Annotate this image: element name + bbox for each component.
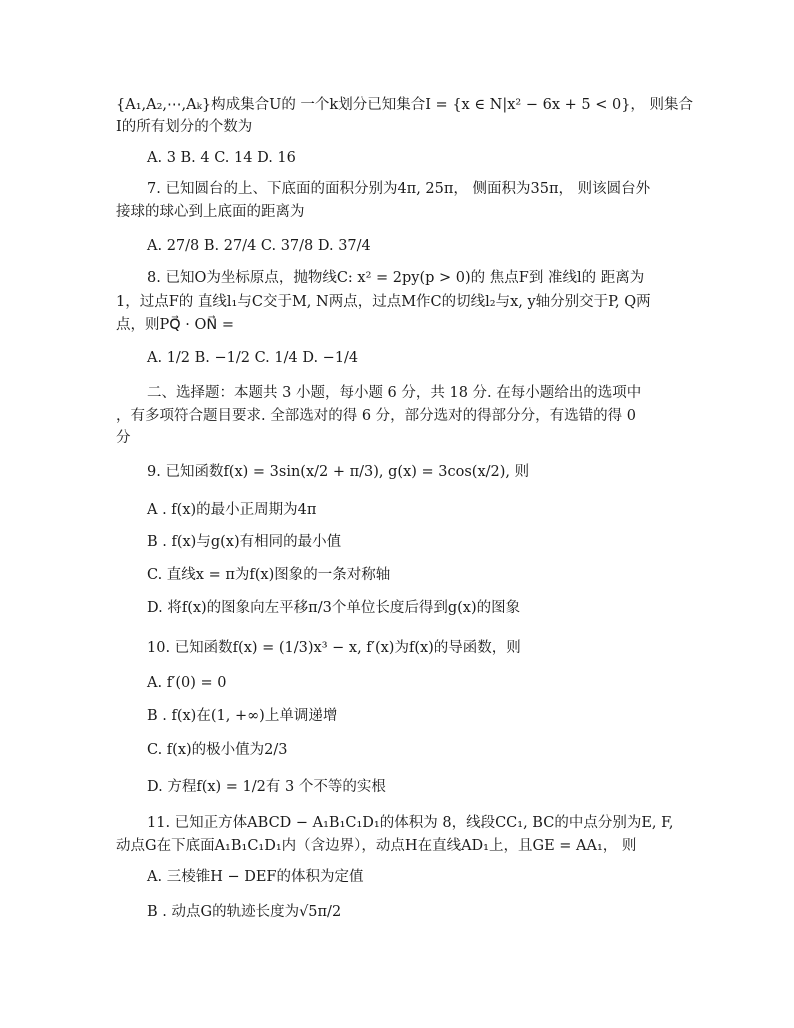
q8-options: A. 1/2 B. −1/2 C. 1/4 D. −1/4 xyxy=(147,350,359,366)
q10-option-c: C. f(x)的极小值为2/3 xyxy=(147,742,288,758)
q7-text-line-2: 接球的球心到上底面的距离为 xyxy=(116,204,305,220)
q6-options: A. 3 B. 4 C. 14 D. 16 xyxy=(147,150,296,166)
q8-text-line-2: 1，过点F的 直线l₁与C交于M, N两点，过点M作C的切线l₂与x, y轴分别交于P, Q两 xyxy=(116,294,651,310)
q10-stem: 10. 已知函数f(x) = (1/3)x³ − x, f′(x)为f(x)的导函数，则 xyxy=(147,640,521,656)
q6-text-line-1: {A₁,A₂,⋯,Aₖ}构成集合U的 一个k划分已知集合I = {x ∈ N|x² − 6x + 5 < 0}， 则集合 xyxy=(116,97,694,113)
q9-option-d: D. 将f(x)的图象向左平移π/3个单位长度后得到g(x)的图象 xyxy=(147,600,521,616)
q11-option-b: B . 动点G的轨迹长度为√5π/2 xyxy=(147,904,342,920)
section-2-heading-line-1: 二、选择题：本题共 3 小题，每小题 6 分，共 18 分. 在每小题给出的选项中 xyxy=(147,385,642,401)
section-2-heading-line-2: ，有多项符合题目要求. 全部选对的得 6 分，部分选对的得部分分，有选错的得 0 xyxy=(116,408,636,424)
q10-option-d: D. 方程f(x) = 1/2有 3 个不等的实根 xyxy=(147,779,386,795)
q11-text-line-2: 动点G在下底面A₁B₁C₁D₁内（含边界），动点H在直线AD₁上，且GE = AA₁， 则 xyxy=(116,838,637,854)
q7-options: A. 27/8 B. 27/4 C. 37/8 D. 37/4 xyxy=(147,238,371,254)
q6-text-line-2: I的所有划分的个数为 xyxy=(116,119,253,135)
section-2-heading-line-3: 分 xyxy=(116,430,131,446)
q8-text-line-3: 点，则PQ⃗ · ON⃗ = xyxy=(116,317,234,333)
q9-option-a: A . f(x)的最小正周期为4π xyxy=(147,502,317,518)
q9-option-c: C. 直线x = π为f(x)图象的一条对称轴 xyxy=(147,567,391,583)
q7-text-line-1: 7. 已知圆台的上、下底面的面积分别为4π, 25π， 侧面积为35π， 则该圆台外 xyxy=(147,181,651,197)
q9-option-b: B . f(x)与g(x)有相同的最小值 xyxy=(147,534,342,550)
q10-option-b: B . f(x)在(1, +∞)上单调递增 xyxy=(147,708,338,724)
q11-option-a: A. 三棱锥H − DEF的体积为定值 xyxy=(147,869,364,885)
q8-text-line-1: 8. 已知O为坐标原点，抛物线C: x² = 2py(p > 0)的 焦点F到 准线l的 距离为 xyxy=(147,270,645,286)
q9-stem: 9. 已知函数f(x) = 3sin(x/2 + π/3), g(x) = 3cos(x/2), 则 xyxy=(147,464,530,480)
q11-text-line-1: 11. 已知正方体ABCD − A₁B₁C₁D₁的体积为 8，线段CC₁, BC的中点分别为E, F, xyxy=(147,815,674,831)
q10-option-a: A. f′(0) = 0 xyxy=(147,675,227,691)
